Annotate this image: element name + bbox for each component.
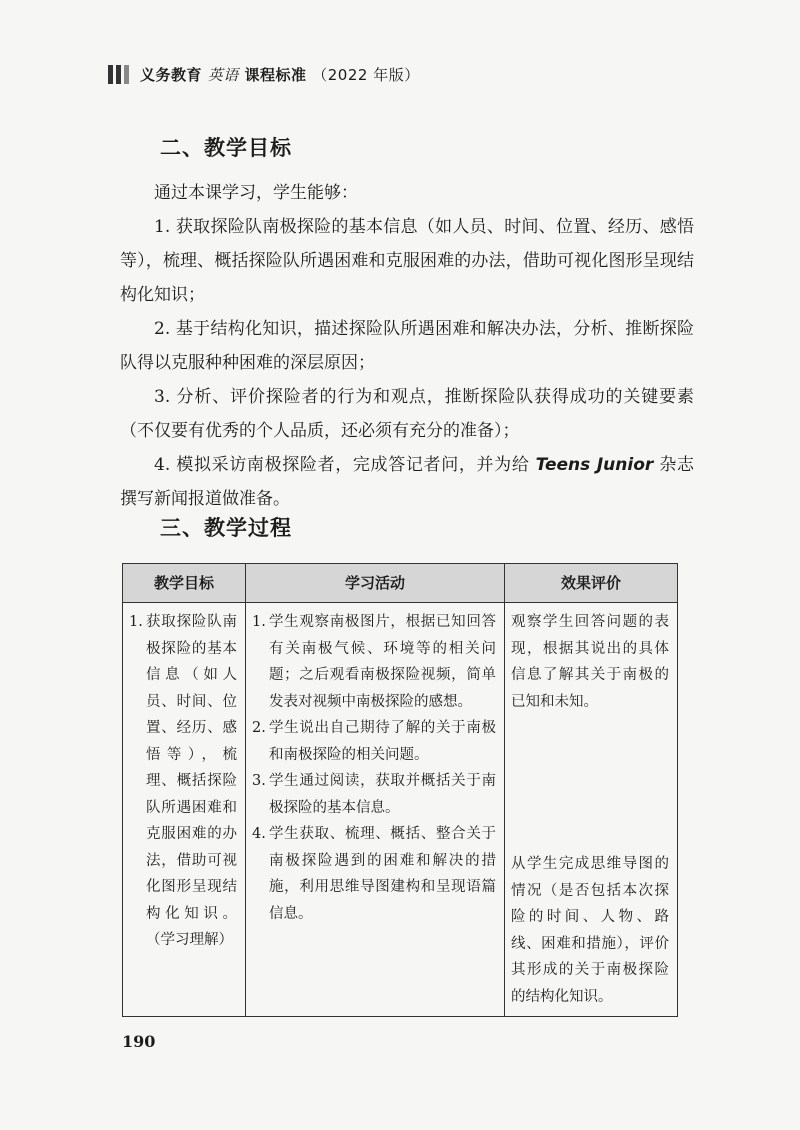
evaluation-text-2: 从学生完成思维导图的情况（是否包括本次探险的时间、人物、路线、困难和措施），评价其形成的关于南极探险的结构化知识。 (511, 856, 669, 1005)
teaching-process-table (122, 563, 678, 1017)
goal-num: 1. (129, 614, 143, 630)
table-header-row (123, 564, 678, 603)
header-title (140, 64, 420, 85)
col-header-goal: 教学目标 (123, 564, 246, 603)
goal-text: 获取探险队南极探险的基本信息（如人员、时间、位置、经历、感悟等），梳理、概括探险队所遇困难和克服困难的办法，借助可视化图形呈现结构化知识。（学习理解） (146, 614, 237, 948)
activity-text: 学生说出自己期待了解的关于南极和南极探险的相关问题。 (269, 720, 496, 763)
col-header-activity: 学习活动 (246, 564, 505, 603)
header-part3: 课程标准 (244, 65, 307, 84)
header-part2: 英语 (207, 65, 239, 84)
goal-item-4 (120, 448, 694, 516)
activity-num: 4. (252, 826, 266, 842)
activity-item (252, 821, 496, 927)
goal-item-4-before: 4. 模拟采访南极探险者，完成答记者问，并为给 (154, 455, 536, 475)
goal-item-2: 2. 基于结构化知识，描述探险队所遇困难和解决办法，分析、推断探险队得以克服种种困难的深层原因； (120, 319, 694, 373)
goal-item-4-after: 杂志撰写新闻报道做准备。 (120, 455, 694, 509)
activity-text: 学生观察南极图片，根据已知回答有关南极气候、环境等的相关问题；之后观看南极探险视频，简单发表对视频中南极探险的感想。 (269, 614, 496, 710)
magazine-title: Teens Junior (535, 455, 654, 475)
activity-item (252, 715, 496, 768)
section2-title: 二、教学目标 (160, 136, 292, 160)
activity-cell (246, 603, 505, 1017)
activity-num: 1. (252, 614, 266, 630)
evaluation-text-1: 观察学生回答问题的表现，根据其说出的具体信息了解其关于南极的已知和未知。 (511, 614, 669, 710)
activity-num: 2. (252, 720, 266, 736)
goal-item-3: 3. 分析、评价探险者的行为和观点，推断探险队获得成功的关键要素（不仅要有优秀的个人品质，还必须有充分的准备）； (120, 387, 694, 441)
activity-num: 3. (252, 773, 266, 789)
section2-intro: 通过本课学习，学生能够： (154, 183, 358, 203)
header-part4: （2022 年版） (312, 65, 420, 84)
header-marker-icon (108, 65, 132, 84)
section3-title: 三、教学过程 (160, 516, 292, 540)
page-number: 190 (122, 1032, 156, 1051)
activity-item (252, 768, 496, 821)
activity-text: 学生通过阅读，获取并概括关于南极探险的基本信息。 (269, 773, 496, 816)
goal-cell (123, 603, 246, 1017)
running-header (108, 62, 420, 86)
activity-text: 学生获取、梳理、概括、整合关于南极探险遇到的困难和解决的措施，利用思维导图建构和呈现语篇信息。 (269, 826, 496, 922)
activity-item (252, 609, 496, 715)
section2-body (120, 176, 694, 516)
col-header-evaluation: 效果评价 (505, 564, 678, 603)
table-row (123, 603, 678, 1017)
header-part1: 义务教育 (140, 65, 203, 84)
evaluation-cell (505, 603, 678, 1017)
goal-item-1: 1. 获取探险队南极探险的基本信息（如人员、时间、位置、经历、感悟等），梳理、概括探险队所遇困难和克服困难的办法，借助可视化图形呈现结构化知识； (120, 217, 694, 305)
